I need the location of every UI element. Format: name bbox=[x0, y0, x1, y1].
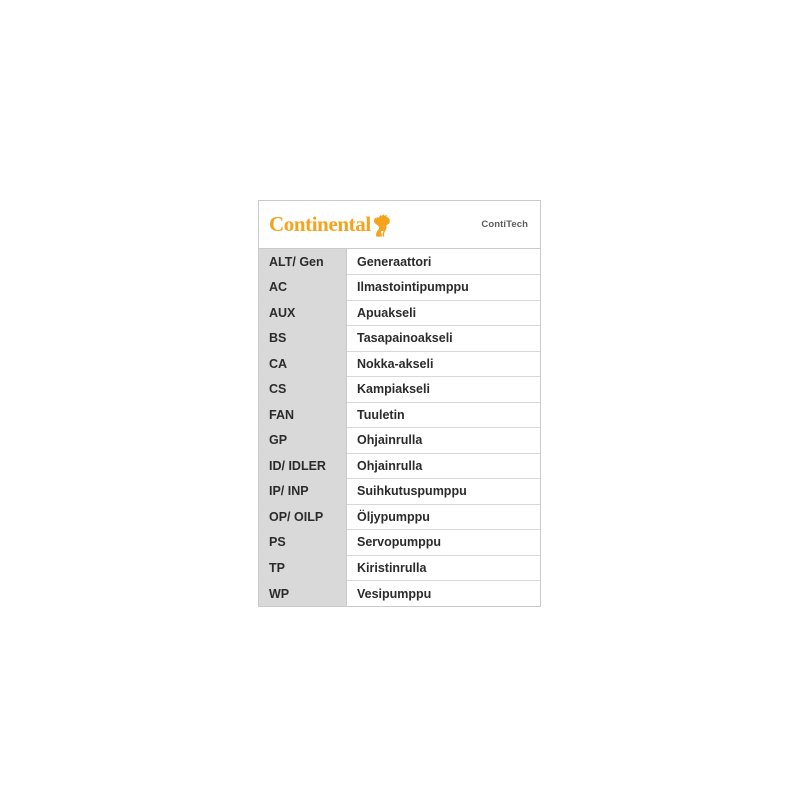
abbr-cell: OP/ OILP bbox=[259, 504, 347, 530]
table-row bbox=[259, 300, 540, 326]
table-body bbox=[259, 249, 540, 606]
desc-cell: Ohjainrulla bbox=[347, 453, 541, 479]
desc-cell: Apuakseli bbox=[347, 300, 541, 326]
table-row bbox=[259, 479, 540, 505]
horse-logo-icon bbox=[373, 213, 393, 237]
abbr-cell: WP bbox=[259, 581, 347, 607]
abbr-cell: ID/ IDLER bbox=[259, 453, 347, 479]
brand-header bbox=[259, 201, 540, 249]
desc-cell: Vesipumppu bbox=[347, 581, 541, 607]
table-row bbox=[259, 326, 540, 352]
abbr-cell: TP bbox=[259, 555, 347, 581]
table-row bbox=[259, 275, 540, 301]
table-row bbox=[259, 453, 540, 479]
abbr-cell: GP bbox=[259, 428, 347, 454]
desc-cell: Kiristinrulla bbox=[347, 555, 541, 581]
brand-wordmark: Continental bbox=[269, 212, 371, 236]
contitech-label: ContiTech bbox=[481, 219, 528, 230]
abbreviation-table bbox=[259, 249, 540, 606]
abbr-cell: FAN bbox=[259, 402, 347, 428]
abbr-cell: CA bbox=[259, 351, 347, 377]
abbr-cell: AC bbox=[259, 275, 347, 301]
table-row bbox=[259, 555, 540, 581]
desc-cell: Kampiakseli bbox=[347, 377, 541, 403]
table-row bbox=[259, 377, 540, 403]
abbr-cell: PS bbox=[259, 530, 347, 556]
desc-cell: Servopumppu bbox=[347, 530, 541, 556]
abbr-cell: IP/ INP bbox=[259, 479, 347, 505]
abbr-cell: CS bbox=[259, 377, 347, 403]
abbr-cell: AUX bbox=[259, 300, 347, 326]
desc-cell: Tasapainoakseli bbox=[347, 326, 541, 352]
table-row bbox=[259, 249, 540, 275]
table-row bbox=[259, 530, 540, 556]
desc-cell: Ohjainrulla bbox=[347, 428, 541, 454]
table-row bbox=[259, 351, 540, 377]
desc-cell: Tuuletin bbox=[347, 402, 541, 428]
table-row bbox=[259, 581, 540, 607]
desc-cell: Öljypumppu bbox=[347, 504, 541, 530]
continental-logo bbox=[269, 213, 393, 237]
table-row bbox=[259, 402, 540, 428]
desc-cell: Nokka-akseli bbox=[347, 351, 541, 377]
table-row bbox=[259, 428, 540, 454]
desc-cell: Ilmastointipumppu bbox=[347, 275, 541, 301]
abbr-cell: ALT/ Gen bbox=[259, 249, 347, 275]
desc-cell: Generaattori bbox=[347, 249, 541, 275]
table-row bbox=[259, 504, 540, 530]
abbreviation-legend-card bbox=[258, 200, 541, 607]
abbr-cell: BS bbox=[259, 326, 347, 352]
desc-cell: Suihkutuspumppu bbox=[347, 479, 541, 505]
